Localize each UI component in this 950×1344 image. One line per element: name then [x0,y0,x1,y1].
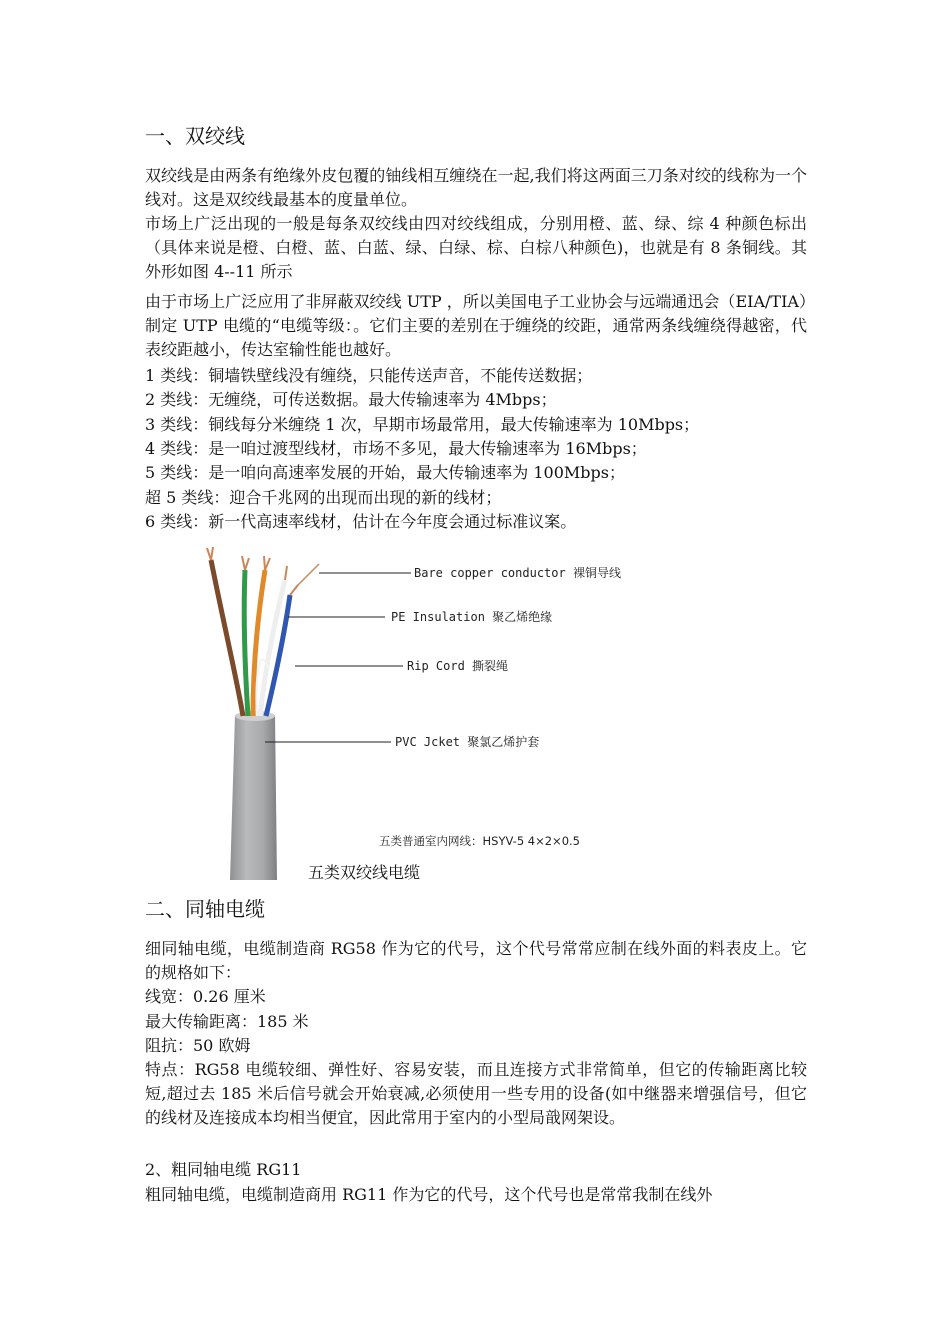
section1-para3: 由于市场上广泛应用了非屏蔽双绞线 UTP ，所以美国电子工业协会与远端通迅会（EIA/TIA）制定 UTP 电缆的“电缆等级：。它们主要的差别在于缠绕的绞距，通常两条线缠绕得越密，代表绞距越小，传达室输性能也越好。 [145,292,807,359]
category-5: 5 类线：是一咱向高速率发展的开始，最大传输速率为 100Mbps； [145,463,625,482]
category-6: 6 类线：新一代高速率线材，估计在今年度会通过标准议案。 [145,512,577,531]
section1-para2: 市场上广泛出现的一般是每条双绞线由四对绞线组成，分别用橙、蓝、绿、综 4 种颜色标出（具体来说是橙、白橙、蓝、白蓝、绿、白绿、棕、白棕八种颜色)，也就是有 8 条铜线。其外形如图 4--11 所示 [145,214,807,281]
category-4: 4 类线：是一咱过渡型线材，市场不多见，最大传输速率为 16Mbps； [145,439,647,458]
spec-width: 线宽：0.26 厘米 [145,987,266,1006]
category-2: 2 类线：无缠绕，可传送数据。最大传输速率为 4Mbps； [145,390,557,409]
category-3: 3 类线：铜线每分米缠绕 1 次，早期市场最常用，最大传输速率为 10Mbps； [145,415,700,434]
section1-para1: 双绞线是由两条有绝缘外皮包覆的铀线相互缠绕在一起,我们将这两面三刀条对绞的线称为一个线对。这是双绞线最基本的度量单位。 [145,166,807,209]
cable-figure [145,540,655,880]
section2-para1: 细同轴电缆，电缆制造商 RG58 作为它的代号，这个代号常常应制在线外面的料表皮上。它的规格如下： [145,939,807,982]
section2-para3: 粗同轴电缆，电缆制造商用 RG11 作为它的代号，这个代号也是常常我制在线外 [145,1185,713,1204]
section2-heading: 二、同轴电缆 [145,897,265,921]
label-bare-copper: Bare copper conductor 裸铜导线 [414,566,621,580]
label-rip-cord: Rip Cord 撕裂绳 [407,659,509,673]
label-pe-insulation: PE Insulation 聚乙烯绝缘 [391,610,553,624]
label-model: 五类普通室内网线：HSYV-5 4×2×0.5 [379,834,580,848]
spec-impedance: 阻抗：50 欧姆 [145,1036,251,1055]
brown-wire [211,560,243,716]
category-1: 1 类线：铜墙铁壁线没有缠绕，只能传送声音，不能传送数据； [145,366,593,385]
section1-heading: 一、双绞线 [145,124,245,148]
figure-caption: 五类双绞线电缆 [308,863,421,882]
green-wire [244,570,248,716]
bare-copper-strand [295,564,319,588]
utp-cable-illustration [145,540,655,880]
spec-distance: 最大传输距离：185 米 [145,1012,309,1031]
section2-para2: 特点：RG58 电缆较细、弹性好、容易安装，而且连接方式非常简单，但它的传输距离比较短,超过去 185 米后信号就会开始衰减,必须使用一些专用的设备(如中继器来增强信号，但它的线材及连接成本均相当便宜，因此常用于室内的小型局戠网架设。 [145,1060,807,1127]
category-5e: 超 5 类线：迎合千兆网的出现而出现的新的线材； [145,488,502,507]
pvc-jacket [230,715,277,880]
label-pvc-jacket: PVC Jcket 聚氯乙烯护套 [395,735,540,749]
section2-sub: 2、粗同轴电缆 RG11 [145,1160,302,1179]
